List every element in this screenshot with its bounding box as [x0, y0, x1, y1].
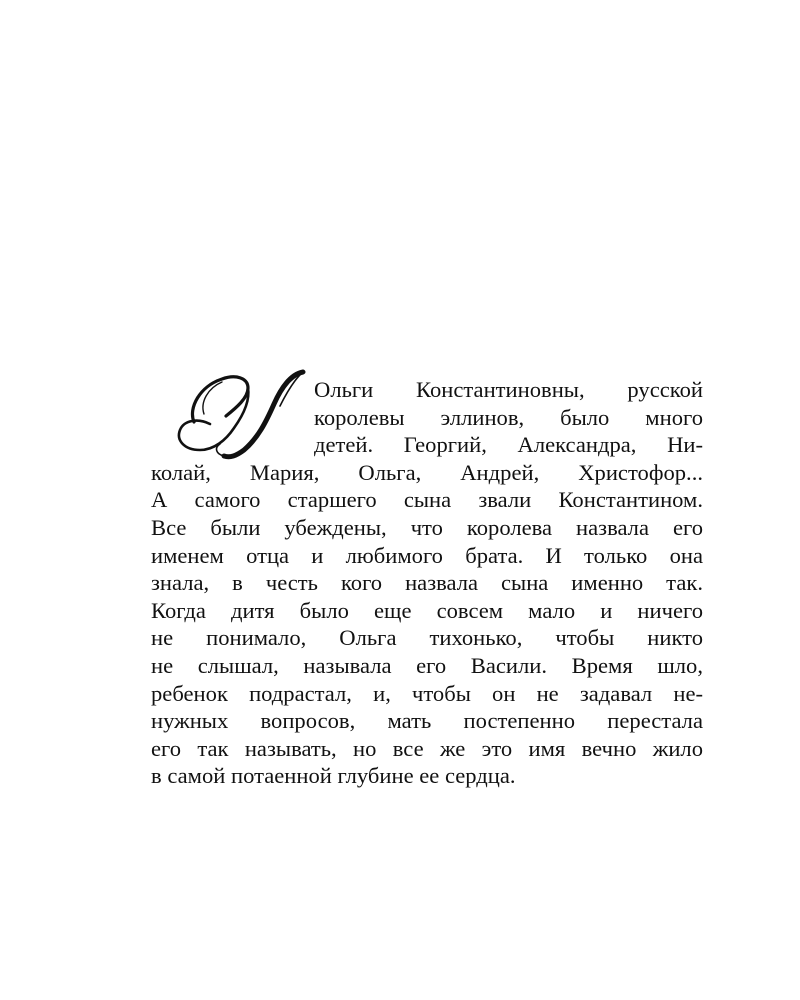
passage-text — [151, 376, 703, 790]
text-line-7: именем отца и любимого брата. И только она — [151, 542, 703, 568]
text-line-6: Все были убеждены, что королева назвала его — [151, 514, 703, 540]
text-line-14: его так называть, но все же это имя вечно жило — [151, 735, 703, 761]
text-line-3: детей. Георгий, Александра, Ни- — [314, 432, 703, 458]
text-line-2: королевы эллинов, было много — [314, 404, 703, 430]
text-line-9: Когда дитя было еще совсем мало и ничего — [151, 597, 703, 623]
text-line-8: знала, в честь кого назвала сына именно так. — [151, 570, 703, 596]
text-line-11: не слышал, называла его Васили. Время шло, — [151, 652, 703, 678]
text-line-1: Ольги Константиновны, русской — [314, 377, 703, 402]
text-line-4: колай, Мария, Ольга, Андрей, Христофор... — [151, 459, 703, 485]
text-line-5: А самого старшего сына звали Константином. — [151, 487, 703, 513]
text-line-15: в самой потаенной глубине ее сердца. — [151, 763, 516, 789]
text-line-13: нужных вопросов, мать постепенно перестала — [151, 708, 703, 734]
text-line-12: ребенок подрастал, и, чтобы он не задавал не- — [151, 680, 703, 706]
text-line-10: не понимало, Ольга тихонько, чтобы никто — [151, 625, 703, 651]
